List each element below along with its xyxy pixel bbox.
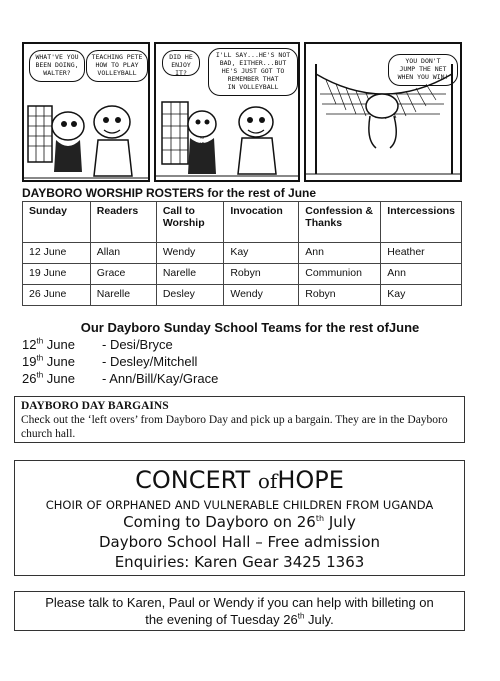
concert-date-text: Coming to Dayboro on 26 (123, 513, 316, 531)
roster-cell: Ann (381, 264, 462, 285)
roster-cell: Communion (299, 264, 381, 285)
billeting-date-month: July. (304, 612, 334, 627)
concert-venue-line: Dayboro School Hall – Free admission (98, 533, 381, 551)
roster-cell: Wendy (224, 285, 299, 306)
billeting-line-1: Please talk to Karen, Paul or Wendy if you can help with billeting on (45, 595, 434, 610)
comic-panel-3-art (306, 44, 460, 180)
ss-day-suffix: th (36, 336, 44, 346)
ss-date (22, 370, 102, 387)
ss-day: 12 (22, 337, 37, 352)
ss-month: June (43, 354, 75, 369)
roster-header-intercessions: Intercessions (381, 202, 462, 243)
roster-cell: 19 June (23, 264, 91, 285)
list-item (22, 370, 218, 387)
table-row (23, 243, 462, 264)
roster-header-row (23, 202, 462, 243)
concert-title (15, 466, 464, 495)
ss-team: - Ann/Bill/Kay/Grace (102, 371, 219, 386)
roster-cell: Wendy (156, 243, 224, 264)
ss-date (22, 353, 102, 370)
sunday-school-list (22, 336, 218, 387)
billeting-date-text: the evening of Tuesday 26 (145, 612, 298, 627)
roster-cell: Kay (381, 285, 462, 306)
list-item (22, 336, 218, 353)
roster-cell: Ann (299, 243, 381, 264)
roster-cell: Robyn (224, 264, 299, 285)
roster-cell: Heather (381, 243, 462, 264)
comic-panel-2-art (156, 92, 298, 182)
concert-title-a: CONCERT (135, 466, 251, 494)
roster-cell: Narelle (156, 264, 224, 285)
ss-team: - Desi/Bryce (102, 337, 173, 352)
list-item (22, 353, 218, 370)
bargains-box (14, 396, 465, 443)
comic-panel-2 (154, 42, 300, 182)
ss-date (22, 336, 102, 353)
bargains-title: DAYBORO DAY BARGAINS (21, 400, 169, 412)
ss-month: June (43, 371, 75, 386)
ss-month: June (43, 337, 75, 352)
concert-box (14, 460, 465, 576)
roster-cell: 12 June (23, 243, 91, 264)
bargains-text: Check out the ‘left overs’ from Dayboro Day and pick up a bargain. They are in the Dayboro church hall. (21, 414, 448, 440)
roster-cell: Robyn (299, 285, 381, 306)
roster-header-call-to-worship: Call to Worship (156, 202, 224, 243)
billeting-line-2 (15, 611, 464, 628)
concert-subtitle: CHOIR OF ORPHANED AND VULNERABLE CHILDREN FROM UGANDA (45, 498, 434, 512)
comic-bubble-5: YOU DON'T JUMP THE NET WHEN YOU WIN! (388, 54, 458, 86)
comic-panel-1-art (24, 82, 148, 182)
roster-cell: Allan (90, 243, 156, 264)
comic-strip (22, 42, 462, 182)
roster-cell: 26 June (23, 285, 91, 306)
ss-day: 26 (22, 371, 37, 386)
roster-header-sunday: Sunday (23, 202, 91, 243)
roster-cell: Kay (224, 243, 299, 264)
roster-header-invocation: Invocation (224, 202, 299, 243)
ss-day: 19 (22, 354, 37, 369)
concert-date-suffix: th (315, 514, 325, 523)
concert-title-of: of (257, 469, 278, 493)
roster-table (22, 201, 462, 306)
comic-bubble-2: TEACHING PETE HOW TO PLAY VOLLEYBALL (86, 50, 148, 82)
billeting-box (14, 591, 465, 631)
roster-header-confession: Confession & Thanks (299, 202, 381, 243)
roster-header-readers: Readers (90, 202, 156, 243)
ss-team: - Desley/Mitchell (102, 354, 198, 369)
ss-day-suffix: th (36, 353, 44, 363)
concert-title-b: HOPE (277, 466, 344, 494)
comic-bubble-1: WHAT'VE YOU BEEN DOING, WALTER? (29, 50, 85, 82)
table-row (23, 264, 462, 285)
comic-panel-1 (22, 42, 150, 182)
billeting-date-suffix: th (297, 611, 305, 621)
roster-cell: Desley (156, 285, 224, 306)
comic-bubble-4: I'LL SAY...HE'S NOT BAD, EITHER...BUT HE'S JUST GOT TO REMEMBER THAT IN VOLLEYBALL (208, 48, 298, 96)
roster-title: DAYBORO WORSHIP ROSTERS for the rest of June (22, 186, 317, 200)
concert-enquiries-line: Enquiries: Karen Gear 3425 1363 (114, 553, 365, 571)
roster-cell: Grace (90, 264, 156, 285)
comic-bubble-3: DID HE ENJOY IT? (162, 50, 200, 76)
concert-date-month: July (324, 513, 356, 531)
table-row (23, 285, 462, 306)
roster-cell: Narelle (90, 285, 156, 306)
concert-date-line (15, 512, 464, 532)
comic-panel-3 (304, 42, 462, 182)
ss-day-suffix: th (36, 370, 44, 380)
sunday-school-title: Our Dayboro Sunday School Teams for the rest ofJune (80, 320, 420, 335)
